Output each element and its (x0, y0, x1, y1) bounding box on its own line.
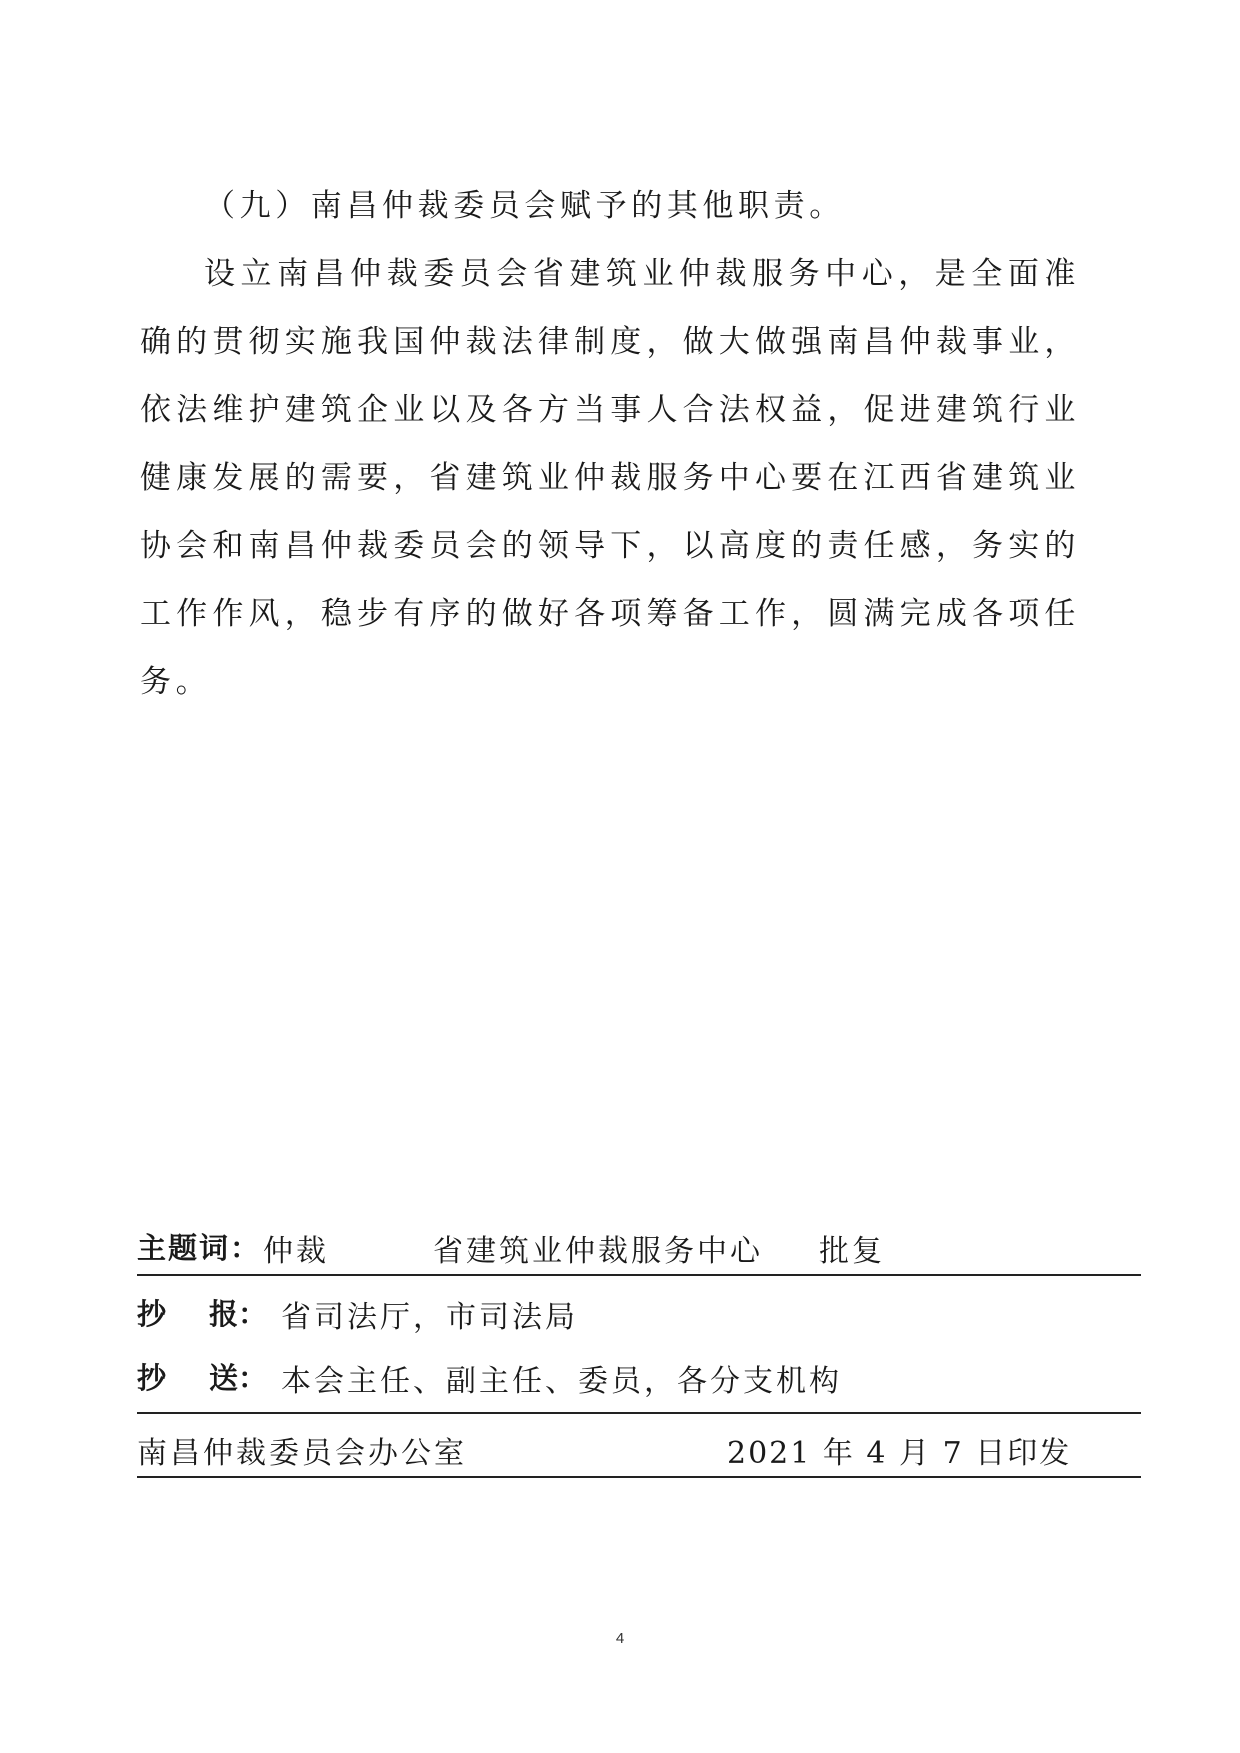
body-paragraph-establishment: 设立南昌仲裁委员会省建筑业仲裁服务中心，是全面准确的贯彻实施我国仲裁法律制度，做大做强南昌仲裁事业，依法维护建筑企业以及各方当事人合法权益，促进建筑行业健康发展的需要，省建筑业仲裁服务中心要在江西省建筑业协会和南昌仲裁委员会的领导下，以高度的责任感，务实的工作作风，稳步有序的做好各项筹备工作，圆满完成各项任务。 (140, 256, 1080, 700)
keyword: 仲裁 (263, 1234, 329, 1269)
keyword: 省建筑业仲裁服务中心 (433, 1234, 763, 1269)
report-to-value: 省司法厅，市司法局 (281, 1300, 578, 1335)
issuer-row (137, 1420, 1141, 1478)
issuer-office: 南昌仲裁委员会办公室 (137, 1436, 467, 1471)
body-paragraph-duty-nine: （九）南昌仲裁委员会赋予的其他职责。 (204, 188, 845, 224)
page-number: 4 (615, 1630, 625, 1647)
copy-to-value: 本会主任、副主任、委员，各分支机构 (281, 1364, 842, 1399)
issue-date: 2021 年 4 月 7 日印发 (727, 1436, 1072, 1471)
keywords-row (137, 1218, 1141, 1276)
copy-to-row: 抄 送： 本会主任、副主任、委员，各分支机构 (137, 1356, 1141, 1414)
keywords-label: 主题词： (137, 1231, 262, 1265)
keyword: 批复 (819, 1234, 885, 1269)
report-to-row: 抄 报： 省司法厅，市司法局 (137, 1292, 1141, 1352)
